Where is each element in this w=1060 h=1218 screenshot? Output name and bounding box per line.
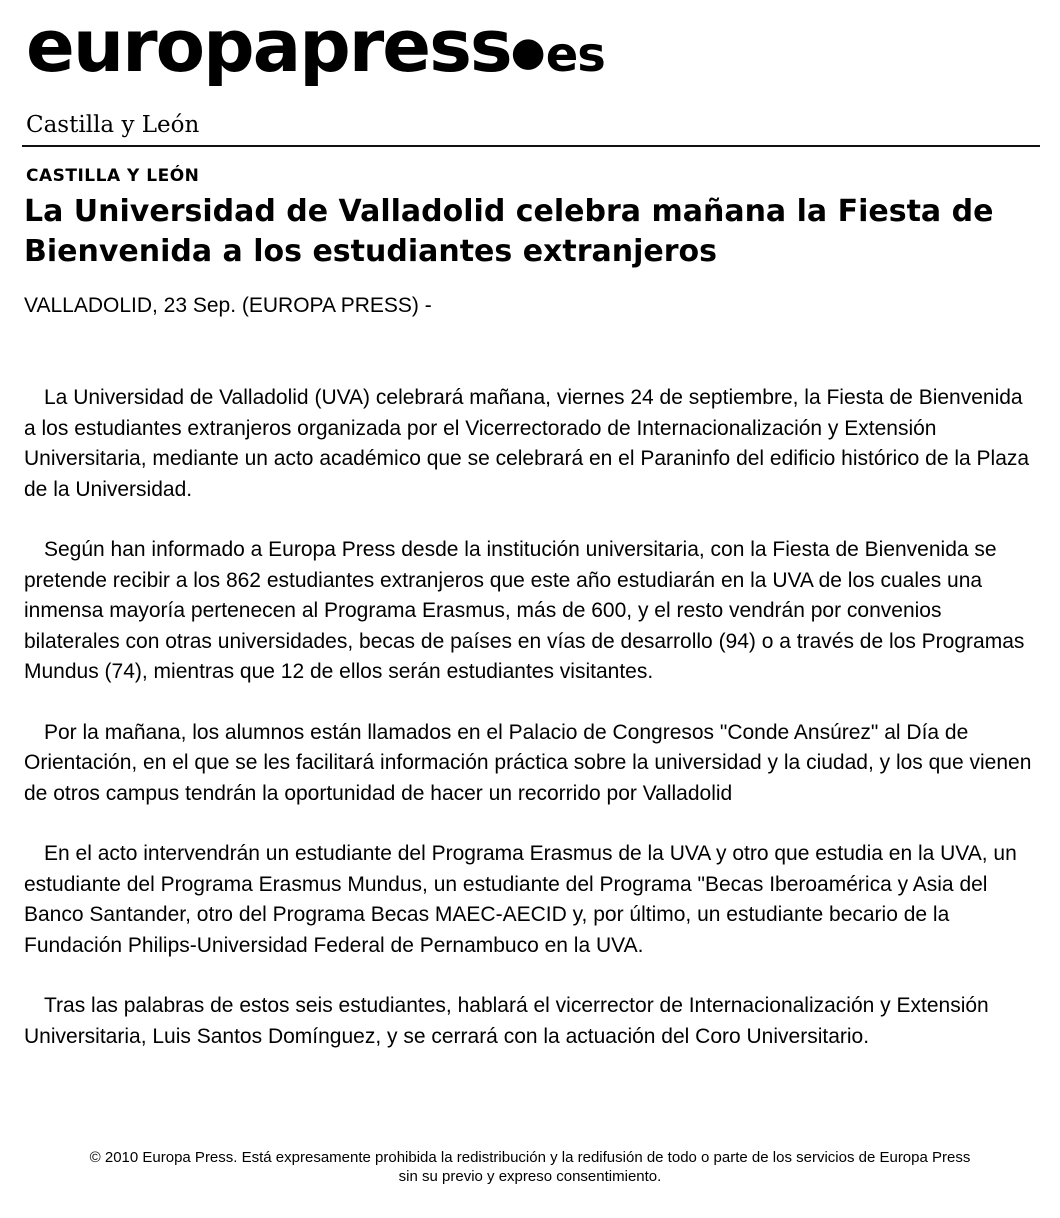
- masthead-logo: [26, 4, 605, 88]
- brand-dot: ●: [510, 29, 546, 75]
- copyright-line: sin su previo y expreso consentimiento.: [398, 1168, 662, 1185]
- article-dateline: VALLADOLID, 23 Sep. (EUROPA PRESS) -: [24, 294, 432, 317]
- brand-tld: es: [545, 27, 605, 83]
- article-paragraph: La Universidad de Valladolid (UVA) celebrará mañana, viernes 24 de septiembre, la Fiesta de Bienvenida a los estudiantes extranjeros organizada por el Vicerrectorado de Internacionalización y Extensión Universitaria, mediante un acto académico que se celebrará en el Paraninfo del edificio histórico de la Plaza de la Universidad.: [24, 386, 1030, 501]
- article-body: [24, 383, 1034, 1082]
- brand-name: europapress: [26, 4, 511, 88]
- copyright-line: © 2010 Europa Press. Está expresamente prohibida la redistribución y la redifusión de todo o parte de los servicios de Europa Press: [89, 1149, 971, 1166]
- article-kicker: CASTILLA Y LEÓN: [26, 166, 200, 186]
- article-paragraph: Tras las palabras de estos seis estudiantes, hablará el vicerrector de Internacionalización y Extensión Universitaria, Luis Santos Domínguez, y se cerrará con la actuación del Coro Universitario.: [24, 994, 989, 1048]
- article-paragraph: Por la mañana, los alumnos están llamados en el Palacio de Congresos "Conde Ansúrez" al Día de Orientación, en el que se les facilitará información práctica sobre la universidad y la ciudad, y los que vienen de otros campus tendrán la oportunidad de hacer un recorrido por Valladolid: [24, 720, 1032, 805]
- copyright-footer: [20, 1148, 1040, 1186]
- article-headline: La Universidad de Valladolid celebra mañana la Fiesta de Bienvenida a los estudiantes extranjeros: [24, 194, 994, 269]
- article-paragraph: En el acto intervendrán un estudiante del Programa Erasmus de la UVA y otro que estudia en la UVA, un estudiante del Programa Erasmus Mundus, un estudiante del Programa "Becas Iberoamérica y Asia del Banco Santander, otro del Programa Becas MAEC-AECID y, por último, un estudiante becario de la Fundación Philips-Universidad Federal de Pernambuco en la UVA.: [24, 842, 1017, 957]
- article-paragraph: Según han informado a Europa Press desde la institución universitaria, con la Fiesta de Bienvenida se pretende recibir a los 862 estudiantes extranjeros que este año estudiarán en la UVA de los cuales una inmensa mayoría pertenecen al Programa Erasmus, más de 600, y el resto vendrán por convenios bilaterales con otras universidades, becas de países en vías de desarrollo (94) o a través de los Programas Mundus (74), mientras que 12 de ellos serán estudiantes visitantes.: [24, 538, 1025, 683]
- header-divider: [22, 145, 1040, 147]
- section-name: Castilla y León: [26, 112, 200, 138]
